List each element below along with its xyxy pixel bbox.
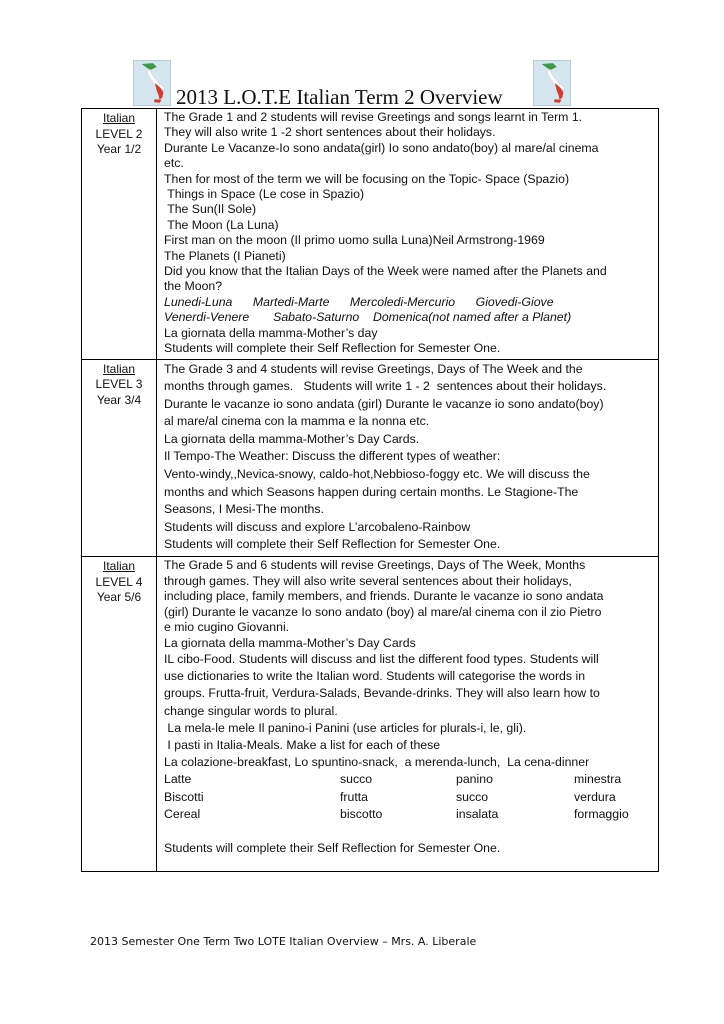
italy-map-icon [134, 61, 170, 105]
content-line: Students will complete their Self Reflection for Semester One. [164, 537, 501, 552]
food-word: insalata [456, 806, 499, 821]
content-line: The Planets (I Pianeti) [164, 248, 286, 263]
content-line: The Grade 1 and 2 students will revise Greetings and songs learnt in Term 1. [164, 110, 583, 124]
food-word: minestra [574, 772, 622, 787]
content-line: Students will complete their Self Reflection for Semester One. [164, 841, 501, 856]
content-line: I pasti in Italia-Meals. Make a list for each of these [164, 738, 441, 753]
content-line: through games. They will also write several sentences about their holidays, [164, 573, 572, 588]
content-line: change singular words to plural. [164, 703, 338, 718]
content-line: Students will complete their Self Reflection for Semester One. [164, 341, 501, 356]
content-line: Il Tempo-The Weather: Discuss the different types of weather: [164, 449, 501, 464]
content-line: Durante le vacanze io sono andata (girl) Durante le vacanze io sono andato(boy) [164, 396, 604, 411]
blank-line [164, 857, 654, 869]
food-table-row [164, 771, 654, 788]
content-line: e mio cugino Giovanni. [164, 620, 290, 635]
content-line: They will also write 1 -2 short sentences about their holidays. [164, 125, 496, 140]
content-line: La giornata della mamma-Mother’s Day Cards. [164, 431, 420, 446]
content-line: The Grade 3 and 4 students will revise Greetings, Days of The Week and the [164, 361, 583, 376]
level-cell [82, 557, 157, 872]
content-line: months and which Seasons happen during certain months. Le Stagione-The [164, 484, 579, 499]
subject-label: Italian [102, 111, 136, 125]
subject-label: Italian [102, 559, 136, 574]
content-line: Durante Le Vacanze-Io sono andata(girl) Io sono andato(boy) al mare/al cinema [164, 140, 599, 155]
content-line: La colazione-breakfast, Lo spuntino-snack, a merenda-lunch, La cena-dinner [164, 755, 590, 770]
food-word: frutta [340, 789, 369, 804]
content-line: groups. Frutta-fruit, Verdura-Salads, Bevande-drinks. They will also learn how to [164, 686, 600, 701]
food-word: biscotto [340, 806, 383, 821]
content-cell [157, 109, 659, 360]
level-label: LEVEL 3 [95, 377, 143, 391]
food-word: verdura [574, 789, 616, 804]
content-line: La giornata della mamma-Mother’s Day Cards [164, 635, 416, 650]
level-cell [82, 109, 157, 360]
year-label: Year 5/6 [96, 590, 142, 605]
content-line: La mela-le mele Il panino-i Panini (use articles for plurals-i, le, gli). [164, 720, 527, 735]
level-label: LEVEL 4 [95, 574, 143, 589]
subject-label: Italian [102, 361, 136, 376]
food-word: succo [340, 772, 373, 787]
italy-map-icon-right [533, 60, 571, 106]
content-line: First man on the moon (Il primo uomo sulla Luna)Neil Armstrong-1969 [164, 233, 545, 248]
content-line: Students will discuss and explore L’arcobaleno-Rainbow [164, 519, 471, 534]
level-label: LEVEL 2 [95, 126, 143, 141]
food-word: Cereal [164, 806, 201, 821]
year-label: Year 3/4 [96, 392, 142, 407]
planet-days-line: Lunedi-Luna Martedi-Marte Mercoledi-Mercurio Giovedi-Giove [164, 294, 554, 309]
content-line: La giornata della mamma-Mother’s day [164, 325, 378, 340]
content-line: Vento-windy,,Nevica-snowy, caldo-hot,Nebbioso-foggy etc. We will discuss the [164, 467, 590, 482]
content-line: etc. [164, 156, 184, 171]
food-word: formaggio [574, 806, 629, 821]
content-line: IL cibo-Food. Students will discuss and list the different food types. Students will [164, 652, 599, 667]
food-word: succo [456, 789, 489, 804]
content-line: The Moon (La Luna) [164, 217, 279, 232]
year-label: Year 1/2 [96, 142, 142, 156]
content-line: The Grade 5 and 6 students will revise Greetings, Days of The Week, Months [164, 558, 586, 573]
content-line: use dictionaries to write the Italian word. Students will categorise the words in [164, 669, 586, 684]
blank-line [164, 823, 654, 840]
page-title: 2013 L.O.T.E Italian Term 2 Overview [176, 85, 503, 109]
content-line: The Sun(Il Sole) [164, 202, 257, 217]
content-cell [157, 359, 659, 557]
table-row-level-3 [82, 359, 659, 557]
planet-days-line: Venerdi-Venere Sabato-Saturno Domenica(not named after a Planet) [164, 310, 572, 325]
content-line: Did you know that the Italian Days of the Week were named after the Planets and [164, 264, 607, 279]
food-table-row [164, 806, 654, 823]
food-table-row [164, 789, 654, 806]
content-line: (girl) Durante le vacanze Io sono andato (boy) al mare/al cinema con il zio Pietro [164, 604, 602, 619]
overview-table [81, 108, 659, 872]
content-line: months through games. Students will write 1 - 2 sentences about their holidays. [164, 379, 607, 394]
page-footer: 2013 Semester One Term Two LOTE Italian Overview – Mrs. A. Liberale [90, 935, 477, 948]
food-word: Biscotti [164, 789, 204, 804]
food-word: panino [456, 772, 493, 787]
table-row-level-4 [82, 557, 659, 872]
food-word: Latte [164, 772, 192, 787]
content-line: Seasons, I Mesi-The months. [164, 502, 324, 517]
content-line: the Moon? [164, 279, 223, 294]
italy-map-icon [534, 61, 570, 105]
level-cell [82, 359, 157, 557]
content-line: including place, family members, and friends. Durante le vacanze io sono andata [164, 589, 604, 604]
table-row-level-2 [82, 109, 659, 360]
content-line: Things in Space (Le cose in Spazio) [164, 187, 365, 202]
content-line: Then for most of the term we will be focusing on the Topic- Space (Spazio) [164, 171, 570, 186]
italy-map-icon-left [133, 60, 171, 106]
content-cell [157, 557, 659, 872]
content-line: al mare/al cinema con la mamma e la nonna etc. [164, 414, 430, 429]
